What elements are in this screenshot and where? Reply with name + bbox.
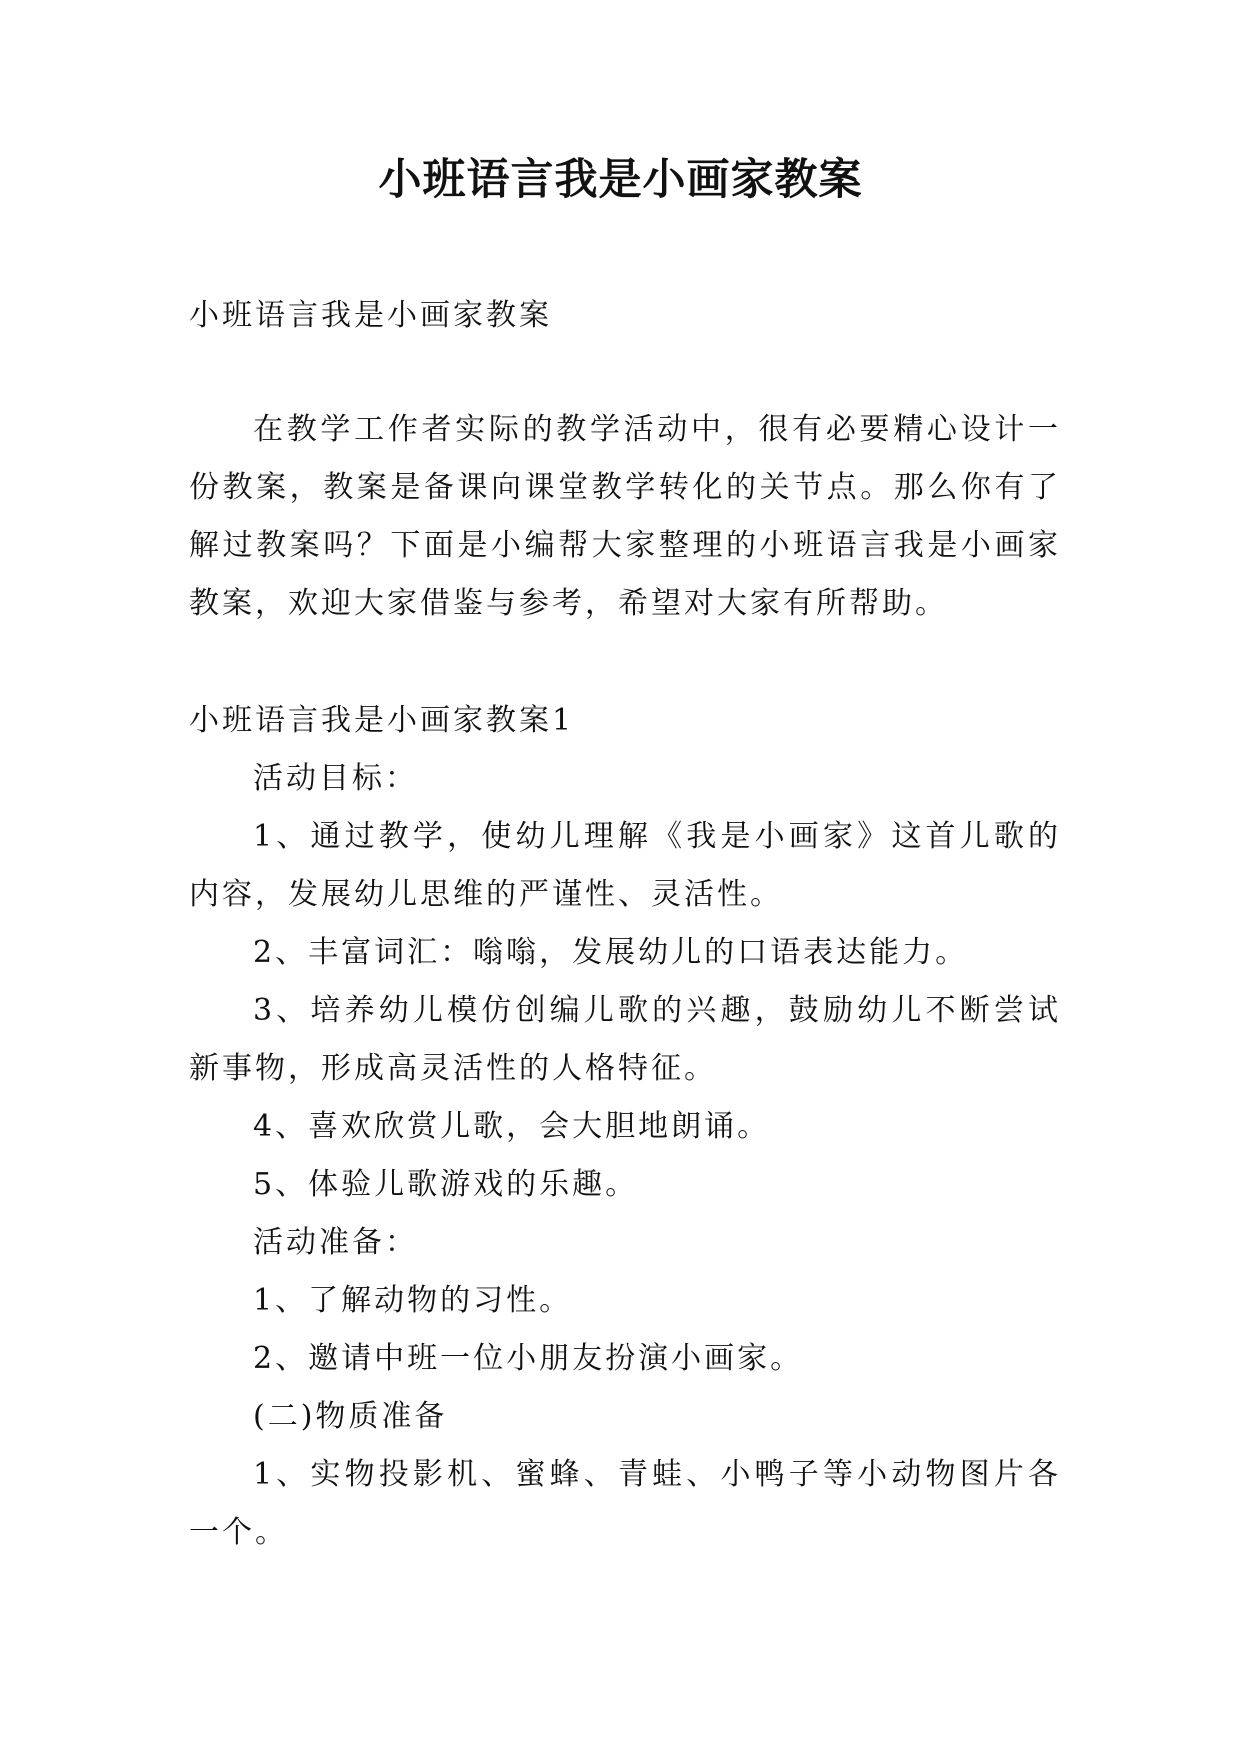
material-heading: (二)物质准备 [253,1399,448,1434]
goal-item: 5、体验儿歌游戏的乐趣。 [253,1167,639,1202]
document-title: 小班语言我是小画家教案 [378,155,863,205]
intro-paragraph: 在教学工作者实际的教学活动中，很有必要精心设计一份教案，教案是备课向课堂教学转化的关节点。那么你有了解过教案吗？下面是小编帮大家整理的小班语言我是小画家教案，欢迎大家借鉴与参考，希望对大家有所帮助。 [189,412,1061,621]
goal-item: 3、培养幼儿模仿创编儿歌的兴趣，鼓励幼儿不断尝试新事物，形成高灵活性的人格特征。 [189,993,1061,1086]
goal-item: 2、丰富词汇：嗡嗡，发展幼儿的口语表达能力。 [253,935,969,970]
material-item: 1、实物投影机、蜜蜂、青蛙、小鸭子等小动物图片各一个。 [189,1457,1061,1550]
goal-item: 4、喜欢欣赏儿歌，会大胆地朗诵。 [253,1109,771,1144]
section-heading: 小班语言我是小画家教案1 [189,703,575,738]
prep-heading: 活动准备： [253,1225,418,1260]
document-subtitle: 小班语言我是小画家教案 [189,298,552,333]
section-1 [189,692,1061,1562]
goals-heading: 活动目标： [253,761,418,796]
prep-item: 2、邀请中班一位小朋友扮演小画家。 [253,1341,804,1376]
prep-item: 1、了解动物的习性。 [253,1283,573,1318]
goal-item: 1、通过教学，使幼儿理解《我是小画家》这首儿歌的内容，发展幼儿思维的严谨性、灵活性。 [189,819,1061,912]
